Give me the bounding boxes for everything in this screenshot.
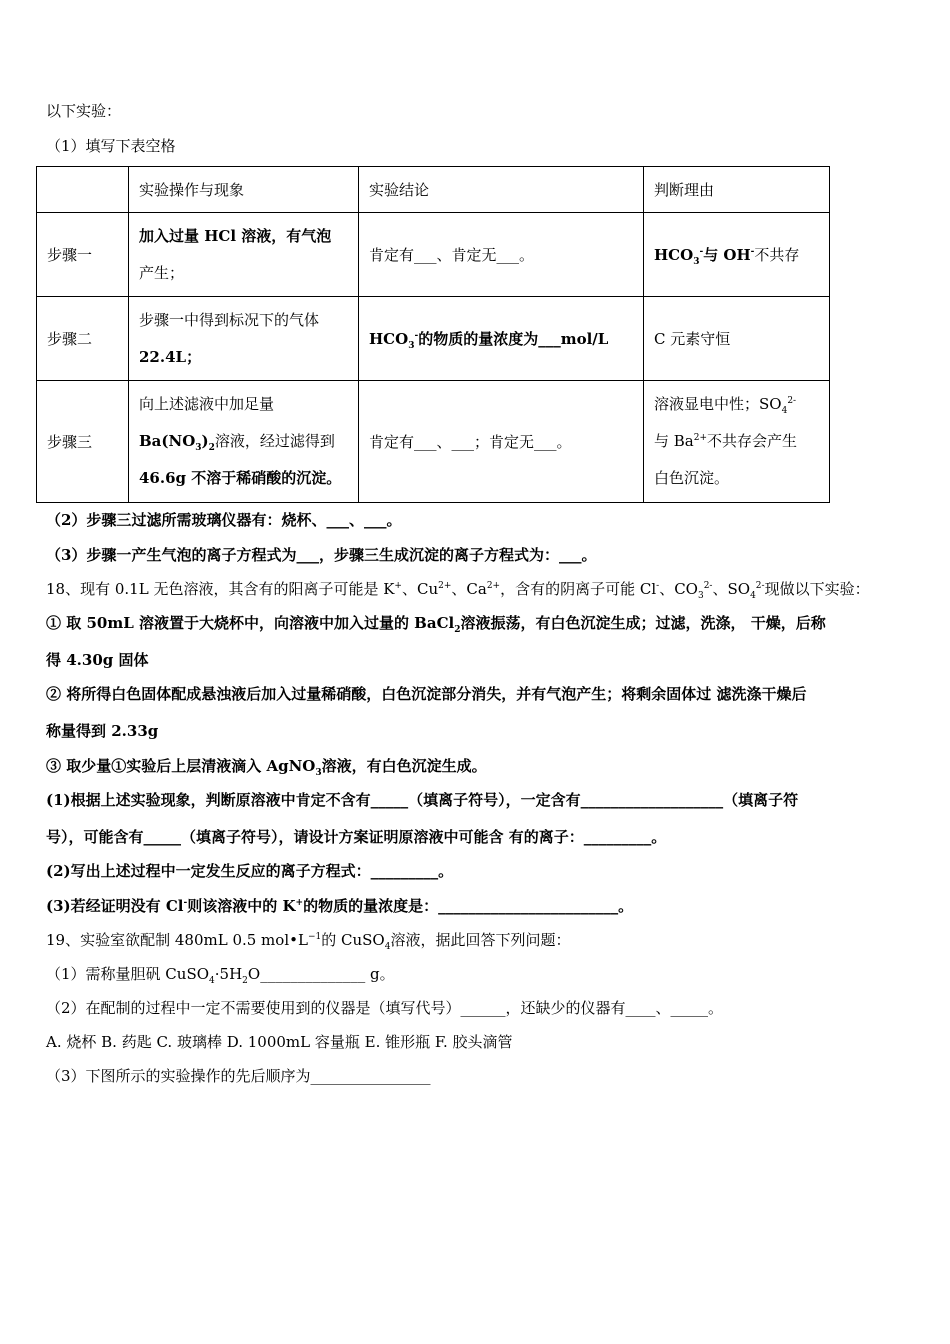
conclusion-cell [359, 297, 644, 381]
subscript: 4 [209, 976, 215, 986]
reason-text: HCO [654, 246, 694, 264]
q19-stem-text: 的 CuSO [321, 931, 385, 949]
conclusion-text: 的物质的量浓度为___mol/L [418, 330, 609, 348]
q18-stem [46, 579, 870, 599]
conclusion-cell: 肯定有___、肯定无___。 [359, 213, 644, 297]
reason-line: 白色沉淀。 [654, 469, 730, 487]
q18-stem-text: 、Ca [451, 580, 487, 598]
subscript: 2 [208, 443, 215, 453]
operation-line: 加入过量 HCl 溶液，有气泡 [139, 226, 332, 245]
superscript: - [414, 331, 419, 341]
q18-stem-text: 、CO [659, 580, 698, 598]
superscript: 2- [755, 581, 765, 591]
superscript: 2- [787, 396, 797, 406]
conclusion-text: HCO [369, 330, 409, 348]
q18-step-text: 溶液振荡，有白色沉淀生成；过滤，洗涤， 干燥，后称 [460, 614, 826, 632]
q18-part1: (1)根据上述实验现象，判断原溶液中肯定不含有_____（填离子符号），一定含有___________________（填离子符 [46, 791, 799, 809]
q18-stem-text: 、SO [712, 580, 751, 598]
subscript: 3 [195, 443, 202, 453]
operation-line: 向上述滤液中加足量 [139, 395, 275, 413]
experiment-table [36, 166, 830, 503]
reason-line [654, 423, 819, 460]
q19-part1 [46, 964, 395, 984]
reason-text: 不共存 [754, 246, 800, 264]
table-header-cell [37, 167, 129, 213]
reason-text: 与 OH [703, 246, 751, 264]
superscript: 2+ [693, 433, 708, 443]
superscript: −1 [307, 932, 322, 942]
superscript: 2+ [438, 581, 452, 591]
table-row [37, 297, 830, 381]
q17-part2: （2）步骤三过滤所需玻璃仪器有：烧杯、___、___。 [46, 511, 402, 529]
q19-part1-text: ·5H [214, 965, 243, 983]
q18-step1-cont: 得 4.30g 固体 [46, 651, 149, 669]
formula-text: ) [201, 432, 209, 450]
table-header-cell: 实验操作与现象 [129, 167, 359, 213]
conclusion-cell: 肯定有___、___；肯定无___。 [359, 381, 644, 503]
q18-step3 [46, 756, 487, 776]
step-label: 步骤三 [37, 381, 129, 503]
q18-stem-text: ，含有的阴离子可能 Cl [500, 580, 657, 598]
q18-part3-text: 则该溶液中的 K [187, 897, 296, 915]
table-row [37, 213, 830, 297]
q19-part1-text: O______________ g。 [247, 965, 395, 983]
superscript: - [699, 247, 704, 257]
subscript: 4 [384, 942, 391, 952]
q18-part3-text: (3)若经证明没有 Cl [46, 897, 184, 915]
table-header-cell: 实验结论 [359, 167, 644, 213]
intro-text: 以下实验： [46, 102, 122, 120]
formula-text: Ba(NO [139, 432, 196, 450]
subscript: 3 [693, 257, 700, 267]
operation-text: 溶液，经过滤得到 [214, 432, 335, 450]
operation-cell [129, 381, 359, 503]
subscript: 3 [315, 768, 322, 778]
q18-step-text: 溶液，有白色沉淀生成。 [321, 757, 487, 775]
q19-part2: （2）在配制的过程中一定不需要使用到的仪器是（填写代号）______，还缺少的仪器有____、_____。 [46, 999, 724, 1017]
q19-stem [46, 930, 570, 950]
superscript: + [394, 581, 402, 591]
operation-cell [129, 297, 359, 381]
superscript: - [183, 898, 188, 908]
q17-part1-title: （1）填写下表空格 [46, 137, 176, 155]
subscript: 4 [781, 406, 788, 416]
q19-part3: （3）下图所示的实验操作的先后顺序为________________ [46, 1067, 431, 1085]
table-row [37, 381, 830, 503]
superscript: + [295, 898, 304, 908]
subscript: 2 [454, 625, 461, 635]
q18-part2: (2)写出上述过程中一定发生反应的离子方程式：_________。 [46, 862, 454, 880]
q19-stem-text: 19、实验室欲配制 480mL 0.5 mol•L [46, 931, 308, 949]
q18-step2-cont: 称量得到 2.33g [46, 722, 159, 740]
q18-step-text: ③ 取少量①实验后上层清液滴入 AgNO [46, 757, 316, 775]
superscript: - [656, 581, 660, 591]
reason-text: 不共存会产生 [707, 432, 798, 450]
superscript: 2- [703, 581, 713, 591]
operation-line: 46.6g 不溶于稀硝酸的沉淀。 [139, 469, 342, 487]
q19-options: A. 烧杯 B. 药匙 C. 玻璃棒 D. 1000mL 容量瓶 E. 锥形瓶 F. 胶头滴管 [46, 1033, 513, 1051]
operation-line [139, 423, 348, 460]
step-label: 步骤二 [37, 297, 129, 381]
reason-cell [644, 381, 830, 503]
reason-line [654, 386, 819, 423]
q19-part1-text: （1）需称量胆矾 CuSO [46, 965, 210, 983]
q18-part3 [46, 896, 633, 916]
q18-step-text: ① 取 50mL 溶液置于大烧杯中，向溶液中加入过量的 BaCl [46, 614, 455, 632]
q18-step2: ② 将所得白色固体配成悬浊液后加入过量稀硝酸，白色沉淀部分消失，并有气泡产生；将剩余固体过 滤洗涤干燥后 [46, 685, 807, 703]
table-header-row [37, 167, 830, 213]
q19-stem-text: 溶液，据此回答下列问题： [390, 931, 571, 949]
step-label: 步骤一 [37, 213, 129, 297]
operation-line: 22.4L； [139, 347, 202, 366]
subscript: 3 [408, 341, 415, 351]
superscript: 2+ [486, 581, 501, 591]
q18-stem-text: 、Cu [401, 580, 439, 598]
q18-part1-cont: 号），可能含有_____（填离子符号），请设计方案证明原溶液中可能含 有的离子：_________。 [46, 828, 667, 846]
reason-text: 溶液显电中性；SO [654, 395, 782, 413]
q18-step1 [46, 613, 826, 633]
table-header-cell: 判断理由 [644, 167, 830, 213]
q18-stem-text: 18、现有 0.1L 无色溶液，其含有的阳离子可能是 K [46, 580, 395, 598]
reason-cell [644, 213, 830, 297]
operation-line: 产生； [139, 263, 185, 282]
superscript: - [750, 247, 755, 257]
reason-cell: C 元素守恒 [644, 297, 830, 381]
operation-line: 步骤一中得到标况下的气体 [139, 310, 320, 329]
subscript: 3 [697, 591, 704, 601]
subscript: 2 [242, 976, 248, 986]
subscript: 4 [750, 591, 756, 601]
q17-part3: （3）步骤一产生气泡的离子方程式为___，步骤三生成沉淀的离子方程式为：___。 [46, 546, 597, 564]
operation-cell [129, 213, 359, 297]
q18-stem-text: 现做以下实验： [764, 580, 870, 598]
q18-part3-text: 的物质的量浓度是：________________________。 [303, 897, 634, 915]
reason-text: 与 Ba [654, 432, 694, 450]
